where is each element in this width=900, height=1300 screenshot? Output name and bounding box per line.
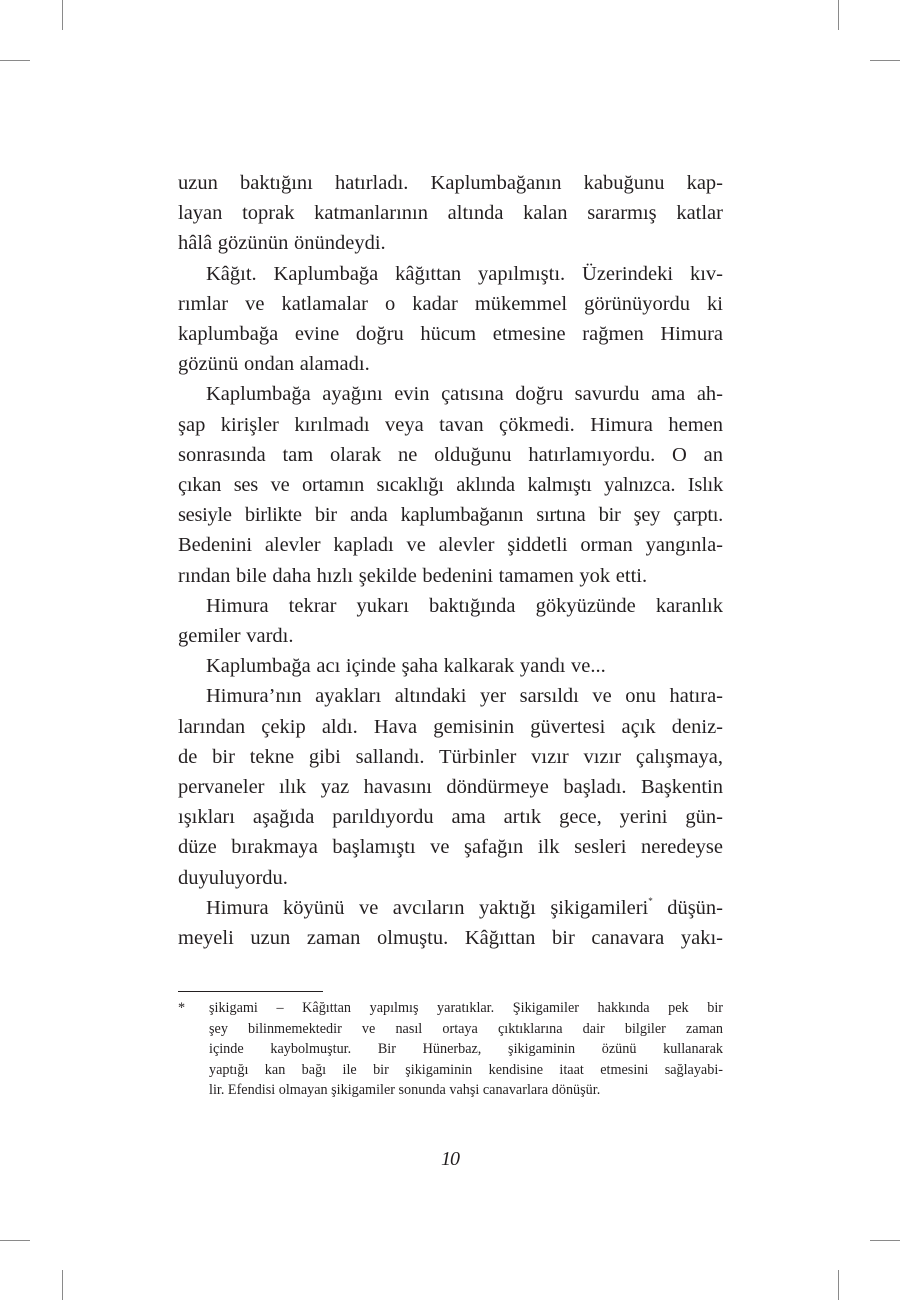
text-line: larından çekip aldı. Hava gemisinin güvertesi açık deniz- bbox=[178, 715, 723, 738]
text-line: Kaplumbağa ayağını evin çatısına doğru savurdu ama ah- bbox=[206, 383, 723, 406]
footnote-line: yaptığı kan bağı ile bir şikigaminin kendisine itaat etmesini sağlayabi- bbox=[209, 1061, 723, 1078]
crop-mark-top-left bbox=[62, 0, 63, 30]
text-line: uzun baktığını hatırladı. Kaplumbağanın kabuğunu kap- bbox=[178, 172, 723, 194]
footnote-line: lir. Efendisi olmayan şikigamiler sonunda vahşi canavarlara dönüşür. bbox=[209, 1082, 601, 1099]
paragraph bbox=[178, 651, 723, 681]
body-text bbox=[178, 168, 723, 953]
crop-mark-top-right bbox=[838, 0, 839, 30]
text-line: düze bırakmaya başlamıştı ve şafağın ilk sesleri neredeyse bbox=[178, 836, 723, 859]
text-line: duyuluyordu. bbox=[178, 866, 288, 889]
paragraph bbox=[178, 168, 723, 259]
footnote-text bbox=[209, 998, 723, 1101]
text-line: Kaplumbağa acı içinde şaha kalkarak yandı ve... bbox=[206, 655, 606, 678]
text-segment: Himura köyünü ve avcıların yaktığı şikigamileri bbox=[206, 896, 649, 919]
text-line: pervaneler ılık yaz havasını döndürmeye başladı. Başkentin bbox=[178, 776, 723, 799]
footnote bbox=[178, 998, 723, 1101]
crop-mark-bottom-left bbox=[62, 1270, 63, 1300]
footnote-reference: * bbox=[648, 896, 653, 907]
text-line: sesiyle birlikte bir anda kaplumbağanın sırtına bir şey çarptı. bbox=[178, 504, 723, 527]
text-line: layan toprak katmanlarının altında kalan sararmış katlar bbox=[178, 202, 723, 225]
text-line: çıkan ses ve ortamın sıcaklığı aklında kalmıştı yalnızca. Islık bbox=[178, 474, 723, 497]
footnote-symbol: * bbox=[178, 1000, 186, 1016]
text-line: meyeli uzun zaman olmuştu. Kâğıttan bir canavara yakı- bbox=[178, 927, 723, 950]
crop-mark-left-bottom bbox=[0, 1240, 30, 1241]
text-line: kaplumbağa evine doğru hücum etmesine rağmen Himura bbox=[178, 323, 723, 346]
text-line: gemiler vardı. bbox=[178, 625, 294, 648]
text-line: Himura tekrar yukarı baktığında gökyüzünde karanlık bbox=[206, 594, 723, 617]
crop-mark-right-bottom bbox=[870, 1240, 900, 1241]
paragraph bbox=[178, 681, 723, 892]
crop-mark-right-top bbox=[870, 60, 900, 61]
paragraph bbox=[178, 259, 723, 380]
text-line: Kâğıt. Kaplumbağa kâğıttan yapılmıştı. Üzerindeki kıv- bbox=[206, 262, 723, 285]
text-line: de bir tekne gibi sallandı. Türbinler vızır vızır çalışmaya, bbox=[178, 745, 723, 768]
crop-mark-bottom-right bbox=[838, 1270, 839, 1300]
footnote-line: içinde kaybolmuştur. Bir Hünerbaz, şikigaminin özünü kullanarak bbox=[209, 1041, 723, 1058]
crop-mark-left-top bbox=[0, 60, 30, 61]
text-line: rından bile daha hızlı şekilde bedenini tamamen yok etti. bbox=[178, 564, 648, 587]
text-line: gözünü ondan alamadı. bbox=[178, 353, 370, 376]
text-line: Bedenini alevler kapladı ve alevler şiddetli orman yangınla- bbox=[178, 534, 723, 557]
paragraph bbox=[178, 379, 723, 590]
text-line: ışıkları aşağıda parıldıyordu ama artık gece, yerini gün- bbox=[178, 806, 723, 829]
text-line: şap kirişler kırılmadı veya tavan çökmedi. Himura hemen bbox=[178, 413, 723, 436]
text-line: rımlar ve katlamalar o kadar mükemmel görünüyordu ki bbox=[178, 292, 723, 315]
text-line bbox=[178, 893, 723, 923]
paragraph bbox=[178, 893, 723, 953]
footnote-divider bbox=[178, 991, 323, 992]
footnote-line: şey bilinmemektedir ve nasıl ortaya çıktıklarına dair bilgiler zaman bbox=[209, 1020, 723, 1037]
text-line: sonrasında tam olarak ne olduğunu hatırlamıyordu. O an bbox=[178, 443, 723, 466]
text-line: Himura’nın ayakları altındaki yer sarsıldı ve onu hatıra- bbox=[206, 685, 723, 708]
text-segment: düşün- bbox=[652, 896, 723, 919]
page-number: 10 bbox=[441, 1148, 459, 1170]
text-line: hâlâ gözünün önündeydi. bbox=[178, 232, 386, 255]
footnote-line: şikigami – Kâğıttan yapılmış yaratıklar. Şikigamiler hakkında pek bir bbox=[209, 1000, 723, 1016]
paragraph bbox=[178, 591, 723, 651]
